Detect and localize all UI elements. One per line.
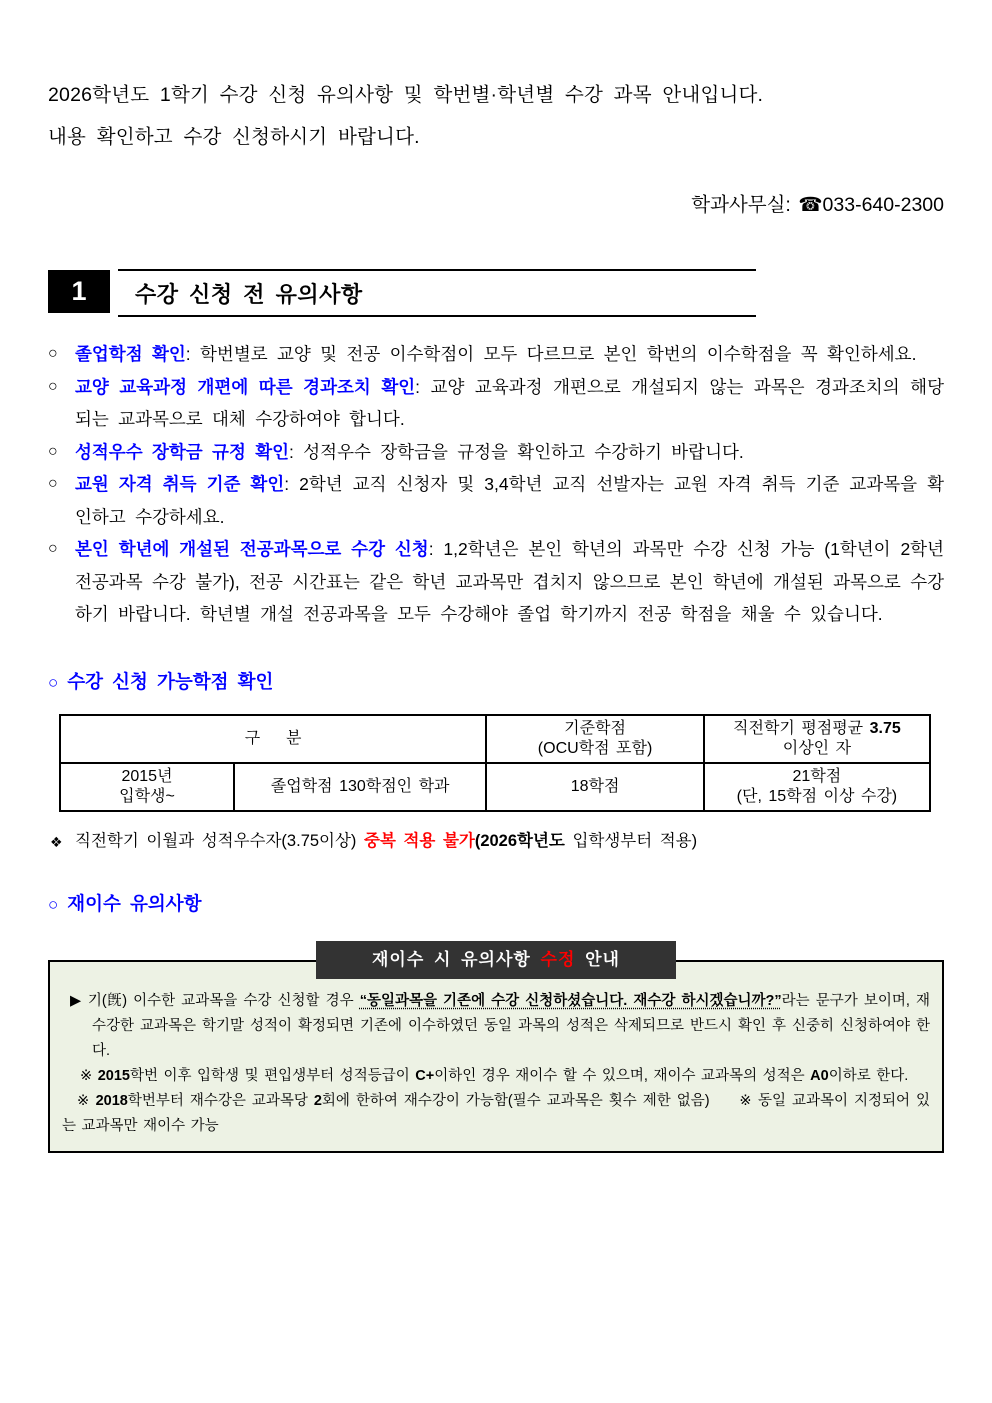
- note-year-bold: (2026학년도: [474, 831, 565, 850]
- retake-p3-count: 2: [313, 1092, 322, 1109]
- cell-department-type: 졸업학점 130학점인 학과: [234, 763, 486, 811]
- header-gpa-line2: 이상인 자: [782, 739, 852, 757]
- intro-line-1: 2026학년도 1학기 수강 신청 유의사항 및 학번별·학년별 수강 과목 안내입니다.: [48, 84, 764, 106]
- retake-p2-text1: 학번 이후 입학생 및 편입생부터 성적등급이: [129, 1067, 416, 1084]
- cell-gpa-credits: [704, 763, 930, 811]
- note-no-duplicate: 중복 적용 불가: [364, 831, 475, 850]
- bullet-head: 성적우수 장학금 규정 확인: [75, 441, 290, 462]
- retake-heading-label: 재이수 유의사항: [67, 892, 202, 914]
- retake-p3-text1: 학번부터 재수강은 교과목당: [127, 1092, 314, 1109]
- circle-bullet-icon: ○: [48, 475, 58, 492]
- bullet-head: 졸업학점 확인: [75, 344, 186, 364]
- retake-title-modified: 수정: [540, 949, 576, 969]
- retake-title-1: 재이수 시 유의사항: [372, 949, 541, 969]
- notice-bullet-list: [48, 338, 944, 631]
- retake-p1-text2: 라는 문구가 보이며, 재수강한 교과목은 학기말 성적이 확정되면 기존에 이수하였던 동일 과목의 성적은 삭제되므로 반드시 확인 후 신중히 신청하여야 한다.: [92, 992, 931, 1059]
- circle-bullet-icon: ○: [48, 442, 58, 460]
- retake-p2-grade: C+: [415, 1067, 435, 1084]
- cell-cohort: [60, 763, 234, 811]
- circle-bullet-icon: ○: [48, 672, 59, 692]
- section1-number-badge: 1: [48, 270, 110, 313]
- retake-p2-year: 2015: [97, 1067, 130, 1084]
- circle-bullet-icon: ○: [48, 540, 58, 557]
- bullet-head: 교양 교육과정 개편에 따른 경과조치 확인: [75, 376, 416, 397]
- header-gpa-value: 3.75: [869, 719, 901, 737]
- retake-p2-text3: 이하로 한다.: [828, 1067, 909, 1084]
- circle-bullet-icon: ○: [48, 377, 58, 395]
- retake-p3-year: 2018: [95, 1092, 128, 1109]
- section1-title: 수강 신청 전 유의사항: [135, 282, 363, 307]
- retake-notice-title-box: [316, 941, 676, 979]
- header-standard-credits-line1: 기준학점: [564, 719, 626, 737]
- reference-mark-icon: ※: [739, 1092, 758, 1109]
- bullet-body: : 교양 교육과정 개편으로 개설되지 않는 과목은 경과조치의 해당되는 교과목으로 대체 수강하여야 합니다.: [75, 376, 944, 429]
- circle-bullet-icon: ○: [48, 894, 59, 914]
- retake-p3-gap: [710, 1093, 740, 1109]
- header-gpa-condition: [704, 715, 930, 763]
- bullet-teacher-certification: [48, 468, 944, 533]
- department-office-contact: 학과사무실: ☎033-640-2300: [691, 194, 944, 216]
- retake-paragraph-2015-rule: [62, 1064, 930, 1089]
- section1-header: [48, 269, 944, 317]
- retake-notice-section: [48, 941, 944, 1153]
- bullet-graduation-credits: [48, 338, 944, 371]
- bullet-scholarship-rule: [48, 436, 944, 469]
- retake-notice-body-box: [48, 960, 944, 1153]
- credit-limit-heading: [48, 668, 944, 694]
- header-category: 구 분: [60, 715, 486, 763]
- intro-line-2: 내용 확인하고 수강 신청하시기 바랍니다.: [48, 126, 420, 148]
- header-standard-credits-line2: (OCU학점 포함): [537, 739, 653, 757]
- cell-gpa-credits-line1: 21학점: [792, 767, 842, 785]
- diamond-bullet-icon: ❖: [50, 833, 63, 850]
- reference-mark-icon: ※: [80, 1067, 98, 1084]
- retake-p2-maxgrade: A0: [810, 1067, 829, 1084]
- header-gpa-line1: 직전학기 평점평균: [733, 719, 870, 737]
- intro-paragraph: [48, 74, 944, 158]
- bullet-body: : 2학년 교직 신청자 및 3,4학년 교직 선발자는 교원 자격 취득 기준 교과목을 확인하고 수강하세요.: [75, 474, 944, 527]
- carryover-note: [48, 829, 944, 853]
- reference-mark-icon: ※: [77, 1092, 96, 1109]
- credit-limit-table: [59, 714, 931, 812]
- bullet-curriculum-transition: [48, 371, 944, 436]
- retake-title-2: 안내: [575, 949, 620, 969]
- retake-p1-quote: “동일과목을 기존에 수강 신청하셨습니다. 재수강 하시겠습니까?”: [359, 992, 782, 1009]
- retake-heading: [48, 890, 944, 916]
- circle-bullet-icon: ○: [48, 345, 58, 362]
- retake-p2-text2: 이하인 경우 재이수 할 수 있으며, 재이수 교과목의 성적은: [434, 1067, 811, 1084]
- bullet-body: : 1,2학년은 본인 학년의 과목만 수강 신청 가능 (1학년이 2학년 전공과목 수강 불가), 전공 시간표는 같은 학년 교과목만 겹치지 않으므로 본인 학년에 개설된 과목으로 수강하기 바랍니다. 학년별 개설 전공과목을 모두 수강해야 졸업 학기까지 전공 학점을 채울 수 있습니다.: [75, 539, 944, 624]
- note-text-2: 입학생부터 적용): [564, 831, 698, 850]
- cell-cohort-line1: 2015년: [121, 767, 173, 785]
- credit-limit-heading-label: 수강 신청 가능학점 확인: [67, 670, 274, 692]
- retake-p3-text3: 동일 교과목이 지정되어 있는 교과목만 재이수 가능: [62, 1092, 930, 1134]
- retake-p3-text2: 회에 한하여 재수강이 가능함(필수 교과목은 횟수 제한 없음): [321, 1092, 710, 1109]
- header-standard-credits: [486, 715, 704, 763]
- table-header-row: [60, 715, 930, 763]
- bullet-head: 본인 학년에 개설된 전공과목으로 수강 신청: [75, 539, 429, 559]
- retake-paragraph-2018-rule: [62, 1089, 930, 1139]
- bullet-body: : 성적우수 장학금을 규정을 확인하고 수강하기 바랍니다.: [289, 441, 744, 462]
- cell-gpa-credits-line2: (단, 15학점 이상 수강): [736, 787, 898, 805]
- table-data-row: [60, 763, 930, 811]
- triangle-bullet-icon: ▶: [70, 992, 82, 1009]
- cell-cohort-line2: 입학생~: [119, 787, 175, 805]
- cell-standard-credits: 18학점: [486, 763, 704, 811]
- bullet-head: 교원 자격 취득 기준 확인: [75, 474, 285, 494]
- retake-paragraph-confirm: [62, 989, 930, 1064]
- retake-p1-text1: 기(旣) 이수한 교과목을 수강 신청할 경우: [87, 992, 360, 1009]
- bullet-body: : 학번별로 교양 및 전공 이수학점이 모두 다르므로 본인 학번의 이수학점을 꼭 확인하세요.: [185, 344, 917, 364]
- bullet-major-courses-own-year: [48, 533, 944, 631]
- note-text-1: 직전학기 이월과 성적우수자(3.75이상): [75, 831, 365, 850]
- section1-title-rule: [118, 269, 756, 317]
